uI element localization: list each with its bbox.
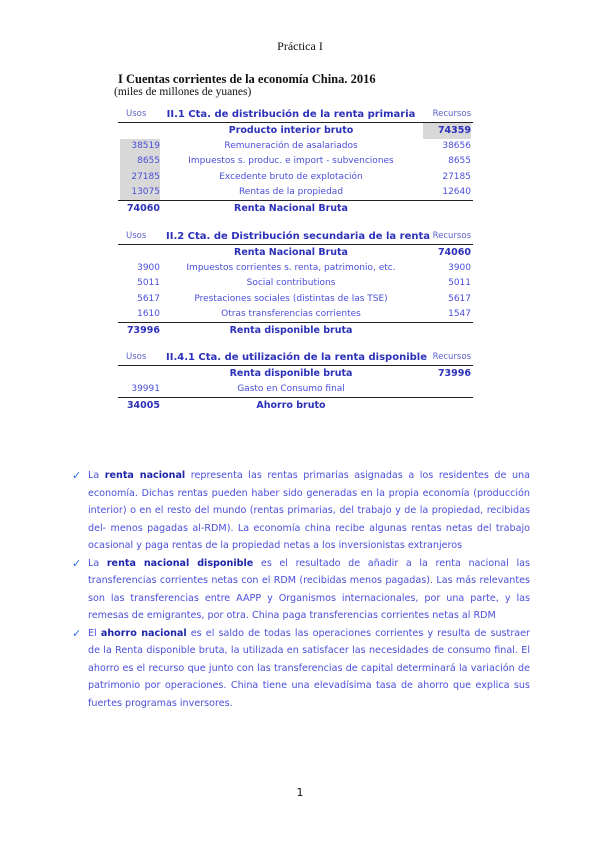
- table-row: [118, 154, 473, 169]
- account-header: [118, 107, 473, 123]
- resources-value: 8655: [448, 156, 471, 167]
- row-label: Gasto en Consumo final: [237, 383, 345, 394]
- account-secondary-distribution: [118, 229, 473, 339]
- resources-value: 38656: [442, 140, 471, 151]
- table-row: [118, 276, 473, 291]
- uses-value: 38519: [120, 139, 160, 154]
- table-row: [118, 366, 473, 381]
- row-label: Renta disponible bruta: [229, 325, 353, 337]
- table-row: [118, 322, 473, 338]
- account-use-of-income: [118, 350, 473, 414]
- page-number: 1: [296, 786, 304, 799]
- page-header: Práctica I: [277, 39, 323, 53]
- resources-value: 74060: [437, 247, 471, 259]
- row-label: Social contributions: [246, 278, 336, 289]
- uses-value: 39991: [131, 383, 160, 394]
- row-label: Excedente bruto de explotación: [219, 171, 363, 182]
- uses-header: Usos: [126, 231, 147, 241]
- resources-header: Recursos: [432, 109, 471, 119]
- uses-header: Usos: [126, 352, 147, 362]
- bullet-text-pre: La: [88, 557, 107, 569]
- row-label: Prestaciones sociales (distintas de las TSE): [194, 293, 388, 304]
- bullet-text-pre: El: [88, 627, 101, 639]
- resources-header: Recursos: [432, 352, 471, 362]
- table-row: [118, 292, 473, 307]
- table-row: [118, 139, 473, 154]
- row-label: Otras transferencias corrientes: [221, 308, 361, 319]
- account-title: II.4.1 Cta. de utilización de la renta disponible: [166, 352, 427, 363]
- table-row: [118, 245, 473, 260]
- uses-value: 74060: [126, 203, 160, 215]
- table-row: [118, 170, 473, 185]
- bullet-text-pre: La: [88, 470, 105, 481]
- bullet-item: [72, 555, 530, 625]
- uses-value: 5011: [137, 278, 160, 289]
- bullet-list: [72, 467, 530, 712]
- row-label: Ahorro bruto: [256, 400, 326, 412]
- resources-value: 5011: [448, 278, 471, 289]
- bullet-item: [72, 467, 530, 555]
- resources-value: 5617: [448, 293, 471, 304]
- bullet-item: [72, 625, 530, 713]
- table-row: [118, 185, 473, 200]
- bullet-keyword: ahorro nacional: [100, 627, 187, 639]
- table-row: [118, 123, 473, 138]
- row-label: Impuestos corrientes s. renta, patrimonio, etc.: [186, 262, 396, 273]
- uses-value: 73996: [126, 325, 160, 337]
- table-row: [118, 397, 473, 413]
- document-subtitle: (miles de millones de yuanes): [114, 86, 252, 98]
- uses-value: 1610: [137, 308, 160, 319]
- uses-value: 8655: [120, 154, 160, 169]
- uses-value: 5617: [137, 293, 160, 304]
- account-header: [118, 229, 473, 245]
- account-title: II.2 Cta. de Distribución secundaria de la renta: [166, 231, 431, 242]
- row-label: Rentas de la propiedad: [238, 186, 344, 197]
- uses-value: 34005: [126, 400, 160, 412]
- resources-value: 3900: [448, 262, 471, 273]
- bullet-text: representa las rentas primarias asignadas a los residentes de una economía. Dichas rentas pueden haber sido generadas en la propia economía (producción interior) o en el resto del mundo (rentas primarias, del trabajo y de la propiedad, recibidas del- menos pagadas al-RDM). La economía china recibe algunas rentas netas del trabajo ocasional y paga rentas de la propiedad netas a los inversionistas extranjeros: [88, 470, 531, 551]
- resources-header: Recursos: [432, 231, 471, 241]
- table-row: [118, 307, 473, 322]
- bullet-keyword: renta nacional: [104, 470, 186, 481]
- table-row: [118, 261, 473, 276]
- resources-value: 12640: [442, 186, 471, 197]
- resources-value: 1547: [448, 308, 471, 319]
- document-title: I Cuentas corrientes de la economía China. 2016: [118, 72, 376, 86]
- row-label: Renta disponible bruta: [229, 368, 353, 380]
- row-label: Remuneración de asalariados: [224, 140, 358, 151]
- account-header: [118, 350, 473, 366]
- resources-value: 27185: [442, 171, 471, 182]
- uses-value: 13075: [120, 185, 160, 200]
- uses-value: 27185: [120, 170, 160, 185]
- uses-header: Usos: [126, 109, 147, 119]
- checkmark-icon: ✓: [72, 626, 82, 640]
- table-row: [118, 200, 473, 216]
- uses-value: 3900: [137, 262, 160, 273]
- resources-value: 73996: [437, 368, 471, 380]
- resources-value: 74359: [423, 123, 471, 138]
- row-label: Impuestos s. produc. e import - subvenciones: [188, 156, 394, 167]
- row-label: Renta Nacional Bruta: [234, 247, 348, 259]
- table-row: [118, 382, 473, 397]
- bullet-text: es el saldo de todas las operaciones corrientes y resulta de sustraer de la Renta disponible bruta, la utilizada en satisfacer las necesidades de consumo final. El ahorro es el recurso que junto con las transferencias de capital determinará la variación de patrimonio por operaciones. China tiene una elevadísima tasa de ahorro que explica sus fuertes programas inversores.: [88, 627, 530, 709]
- row-label: Renta Nacional Bruta: [234, 203, 348, 215]
- checkmark-icon: ✓: [72, 556, 82, 570]
- bullet-text: es el resultado de añadir a la renta nacional las transferencias corrientes netas con el RDM (recibidas menos pagadas). Las más relevantes son las transferencias entre AAPP y Organismos internacionales, por una parte, y las remesas de emigrantes, por otra. China paga transferencias corrientes netas al RDM: [88, 557, 530, 621]
- checkmark-icon: ✓: [72, 469, 82, 482]
- account-primary-distribution: [118, 107, 473, 217]
- row-label: Producto interior bruto: [228, 125, 354, 137]
- account-title: II.1 Cta. de distribución de la renta primaria: [166, 109, 416, 120]
- bullet-keyword: renta nacional disponible: [106, 557, 254, 569]
